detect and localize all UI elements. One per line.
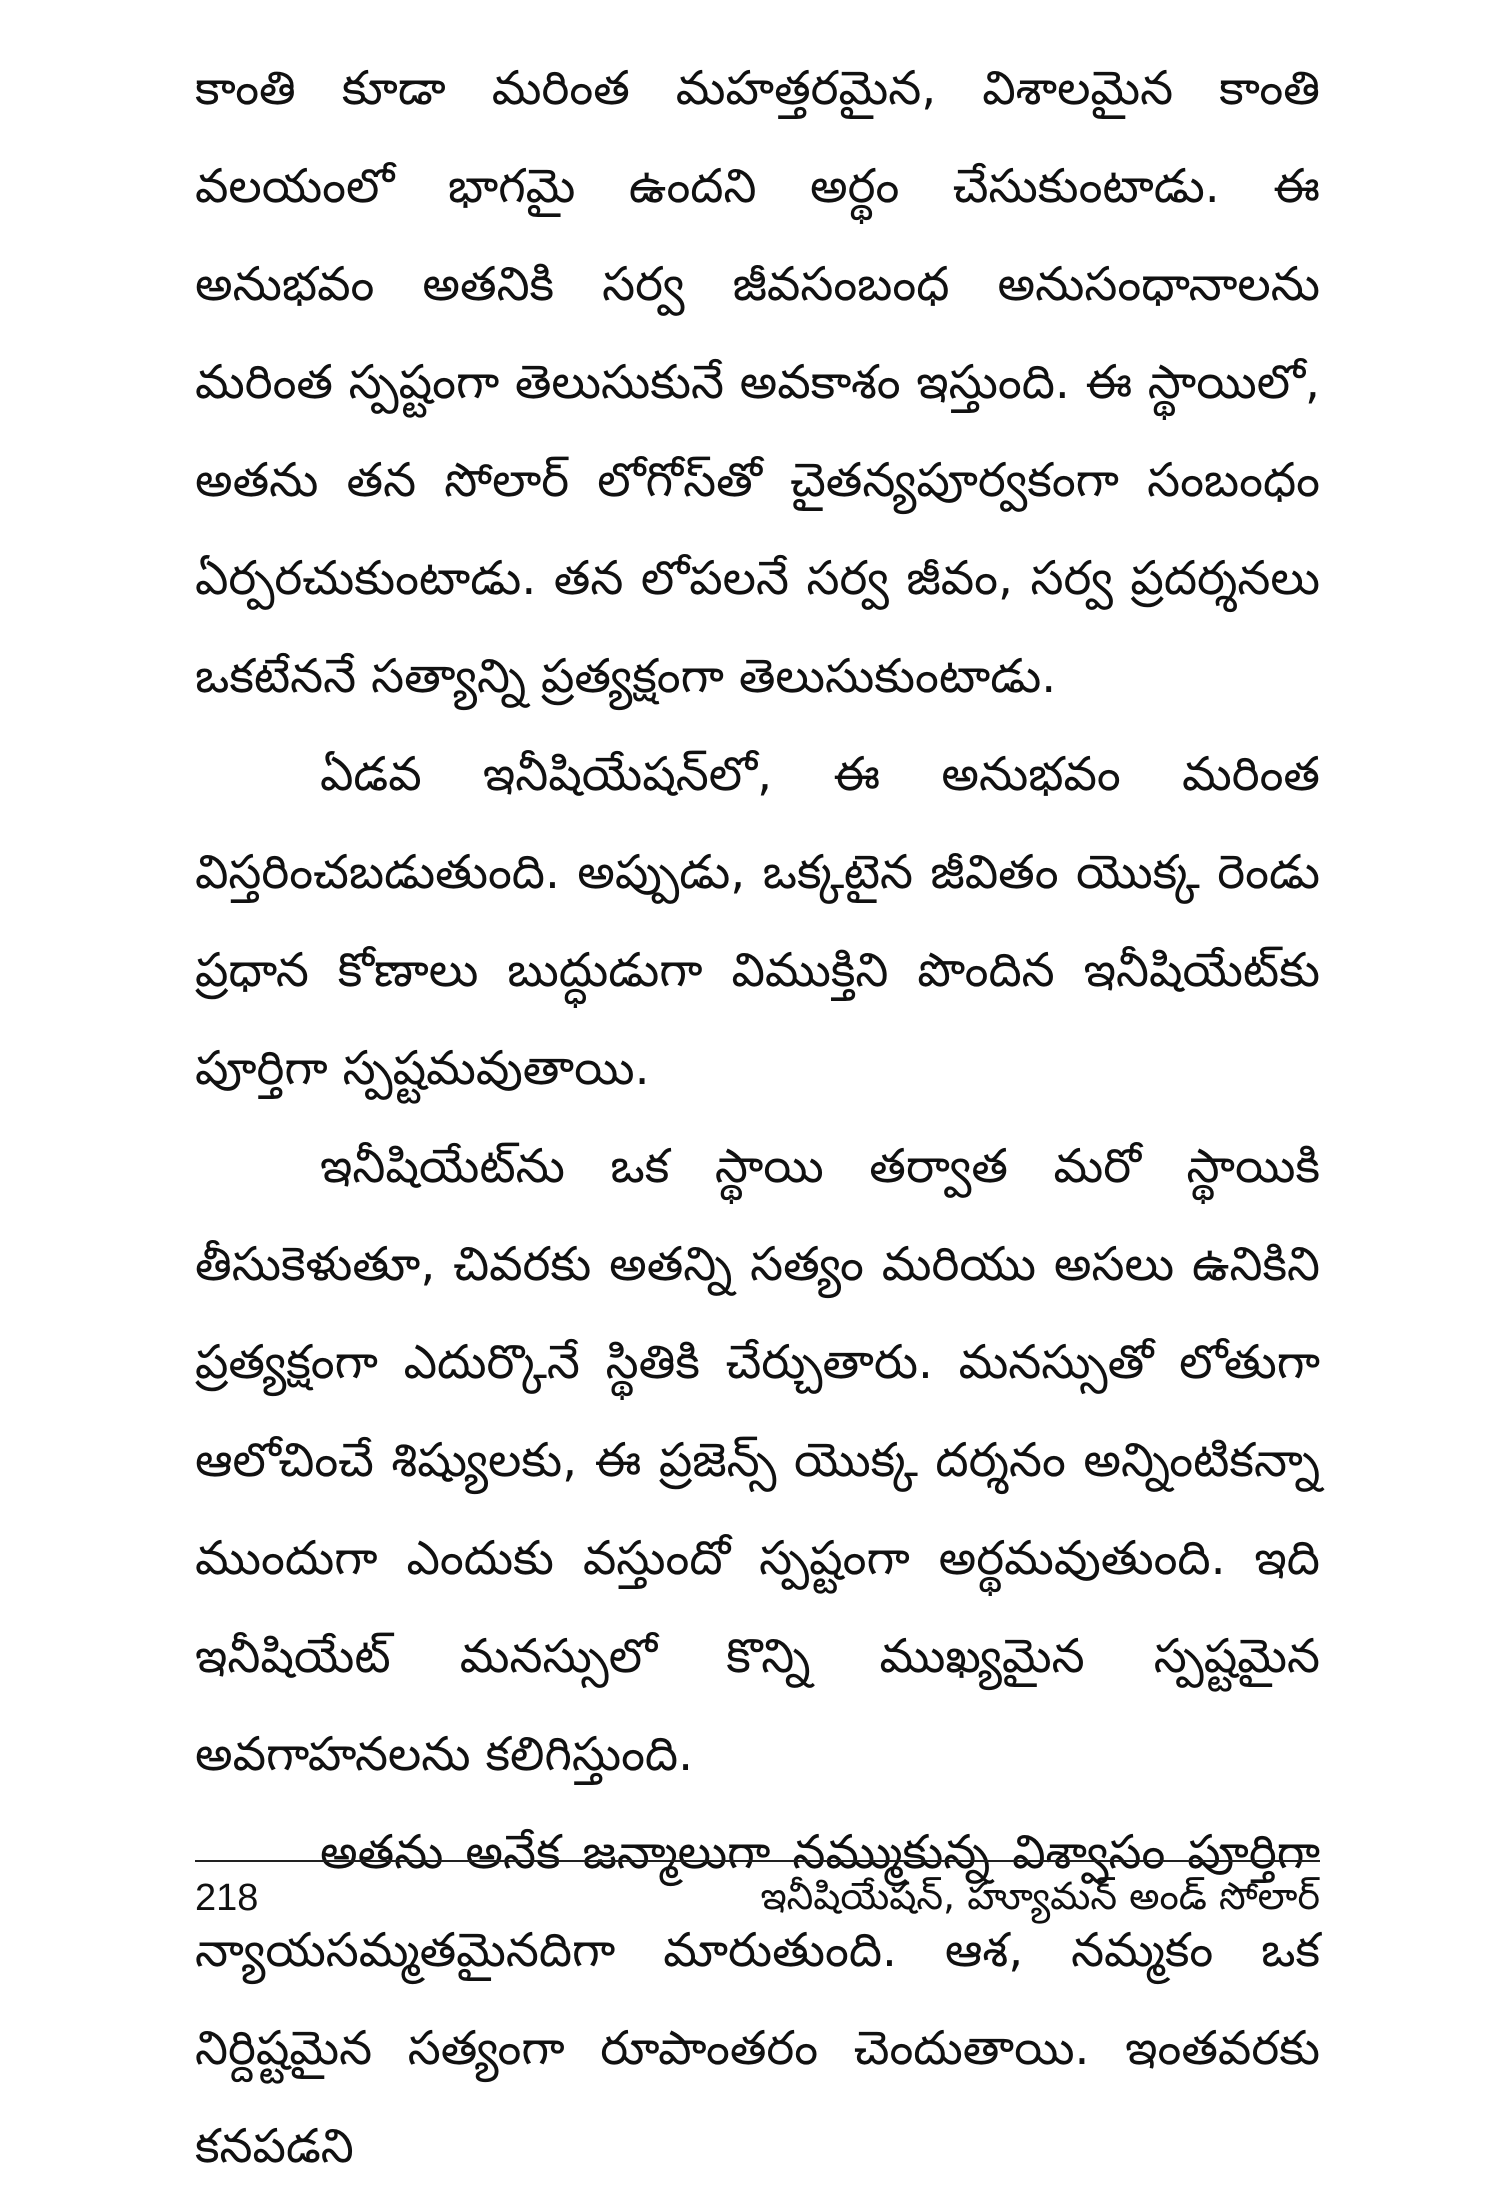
running-title: ఇనీషియేషన్, హ్యూమన్ అండ్ సోలార్ [760,1874,1320,1918]
paragraph-3: ఇనీషియేట్‌ను ఒక స్థాయి తర్వాత మరో స్థాయికి తీసుకెళుతూ, చివరకు అతన్ని సత్యం మరియు అసలు ఉనికిని ప్రత్యక్షంగా ఎదుర్కొనే స్థితికి చేర్చుతారు. మనస్సుతో లోతుగా ఆలోచించే శిష్యులకు, ఈ ప్రజెన్స్ యొక్క దర్శనం అన్నింటికన్నా ముందుగా ఎందుకు వస్తుందో స్పష్టంగా అర్థమవుతుంది. ఇది ఇనీషియేట్ మనస్సులో కొన్ని ముఖ్యమైన స్పష్టమైన అవగాహనలను కలిగిస్తుంది. [195,1139,1320,1782]
page-number: 218 [195,1877,259,1919]
footer-divider [195,1860,1320,1862]
paragraph-1: కాంతి కూడా మరింత మహత్తరమైన, విశాలమైన కాంతి వలయంలో భాగమై ఉందని అర్థం చేసుకుంటాడు. ఈ అనుభవం అతనికి సర్వ జీవసంబంధ అనుసంధానాలను మరింత స్పష్టంగా తెలుసుకునే అవకాశం ఇస్తుంది. ఈ స్థాయిలో, అతను తన సోలార్ లోగోస్‌తో చైతన్యపూర్వకంగా సంబంధం ఏర్పరచుకుంటాడు. తన లోపలనే సర్వ జీవం, సర్వ ప్రదర్శనలు ఒకటేననే సత్యాన్ని ప్రత్యక్షంగా తెలుసుకుంటాడు. [195,61,1320,704]
paragraph-4: అతను అనేక జన్మాలుగా నమ్ముకున్న విశ్వాసం పూర్తిగా న్యాయసమ్మతమైనదిగా మారుతుంది. ఆశ, నమ్మకం ఒక నిర్దిష్టమైన సత్యంగా రూపాంతరం చెందుతాయి. ఇంతవరకు కనపడని [195,1825,1320,2174]
paragraph-2: ఏడవ ఇనీషియేషన్‌లో, ఈ అనుభవం మరింత విస్తరించబడుతుంది. అప్పుడు, ఒక్కటైన జీవితం యొక్క రెండు ప్రధాన కోణాలు బుద్ధుడుగా విముక్తిని పొందిన ఇనీషియేట్‌కు పూర్తిగా స్పష్టమవుతాయి. [195,747,1320,1096]
